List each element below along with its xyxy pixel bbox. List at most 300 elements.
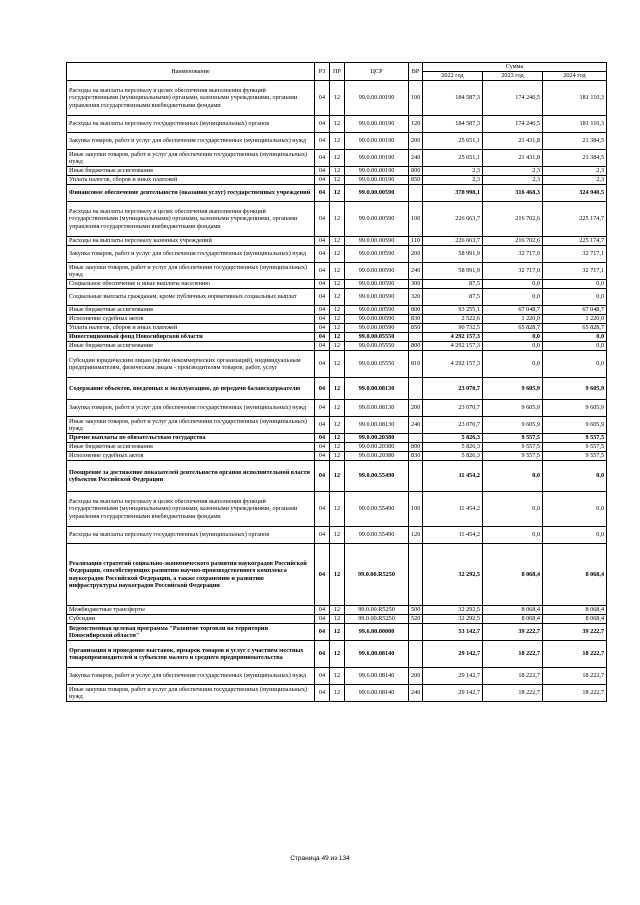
cell-vr: 500 (409, 606, 423, 615)
cell-sum-2024: 8 068,4 (543, 544, 607, 606)
cell-sum-2024: 0,0 (543, 461, 607, 492)
cell-sum-2024: 9 557,5 (543, 434, 607, 443)
cell-sum-2023: 216 702,6 (483, 237, 543, 246)
cell-sum-2024: 225 174,7 (543, 237, 607, 246)
cell-csr: 99.0.00.00190 (345, 150, 409, 167)
cell-name: Субсидии юридическим лицам (кроме некоммерческих организаций), индивидуальным предпринимателям, физическим лицам - производителям товаров, работ, услуг (67, 351, 315, 378)
cell-name: Исполнение судебных актов (67, 452, 315, 461)
table-row (67, 351, 607, 378)
header-rz: РЗ (315, 63, 330, 81)
cell-vr: 300 (409, 280, 423, 289)
cell-pr: 12 (330, 202, 345, 237)
cell-rz: 04 (315, 133, 330, 150)
cell-pr: 12 (330, 324, 345, 333)
cell-name: Расходы на выплаты персоналу в целях обеспечения выполнения функций государственными (муниципальными) органами, казенными учреждениями, органами управления государственными внебюджетными фондами (67, 202, 315, 237)
cell-sum-2024: 21 384,5 (543, 133, 607, 150)
table-row (67, 315, 607, 324)
cell-name: Ведомственная целевая программа "Развитие торговли на территории Новосибирской области" (67, 624, 315, 641)
cell-name: Расходы на выплаты персоналу в целях обеспечения выполнения функций государственными (муниципальными) органами, казенными учреждениями, органами управления государственными внебюджетными фондами (67, 81, 315, 116)
cell-rz: 04 (315, 81, 330, 116)
cell-vr (409, 641, 423, 668)
cell-vr (409, 434, 423, 443)
cell-vr: 100 (409, 81, 423, 116)
cell-sum-2023: 9 605,9 (483, 378, 543, 400)
cell-sum-2024: 9 557,5 (543, 443, 607, 452)
table-row (67, 434, 607, 443)
cell-name: Иные бюджетные ассигнования (67, 342, 315, 351)
cell-csr: 99.0.00.00590 (345, 185, 409, 202)
cell-rz: 04 (315, 150, 330, 167)
cell-sum-2023: 0,0 (483, 280, 543, 289)
cell-pr: 12 (330, 280, 345, 289)
cell-name: Инвестиционный фонд Новосибирской области (67, 333, 315, 342)
cell-sum-2024: 21 384,5 (543, 150, 607, 167)
cell-sum-2022: 23 070,7 (423, 378, 483, 400)
cell-csr: 99.0.00.55490 (345, 492, 409, 527)
cell-csr: 99.0.00.05550 (345, 351, 409, 378)
cell-sum-2024: 2,3 (543, 167, 607, 176)
cell-sum-2023: 0,0 (483, 333, 543, 342)
cell-name: Расходы на выплаты персоналу государственных (муниципальных) органов (67, 116, 315, 133)
cell-rz: 04 (315, 606, 330, 615)
table-row (67, 167, 607, 176)
table-row (67, 527, 607, 544)
cell-sum-2022: 32 292,5 (423, 544, 483, 606)
cell-sum-2022: 29 142,7 (423, 668, 483, 685)
table-row (67, 641, 607, 668)
cell-csr: 99.6.00.00000 (345, 624, 409, 641)
table-row (67, 443, 607, 452)
cell-sum-2023: 0,0 (483, 492, 543, 527)
cell-name: Уплата налогов, сборов и иных платежей (67, 176, 315, 185)
cell-csr: 99.0.00.00590 (345, 315, 409, 324)
table-row (67, 185, 607, 202)
cell-sum-2023: 2,3 (483, 176, 543, 185)
cell-sum-2022: 4 292 157,3 (423, 342, 483, 351)
cell-pr: 12 (330, 81, 345, 116)
header-year-2023: 2023 год (483, 72, 543, 81)
cell-sum-2023: 9 557,5 (483, 443, 543, 452)
cell-rz: 04 (315, 351, 330, 378)
cell-pr: 12 (330, 378, 345, 400)
cell-pr: 12 (330, 246, 345, 263)
cell-rz: 04 (315, 342, 330, 351)
cell-vr: 200 (409, 246, 423, 263)
cell-pr: 12 (330, 176, 345, 185)
cell-rz: 04 (315, 176, 330, 185)
cell-name: Прочие выплаты по обязательствам государства (67, 434, 315, 443)
cell-sum-2022: 226 663,7 (423, 202, 483, 237)
cell-sum-2022: 32 292,5 (423, 606, 483, 615)
cell-name: Расходы на выплаты персоналу в целях обеспечения выполнения функций государственными (муниципальными) органами, казенными учреждениями, органами управления государственными внебюджетными фондами (67, 492, 315, 527)
cell-csr: 99.6.00.08140 (345, 668, 409, 685)
cell-vr: 240 (409, 263, 423, 280)
cell-sum-2024: 18 222,7 (543, 641, 607, 668)
cell-csr: 99.0.00.00190 (345, 176, 409, 185)
cell-csr: 99.0.00.00590 (345, 263, 409, 280)
cell-name: Уплата налогов, сборов и иных платежей (67, 324, 315, 333)
page-number: Страница 49 из 134 (290, 855, 350, 862)
table-row (67, 461, 607, 492)
cell-sum-2023: 18 222,7 (483, 641, 543, 668)
cell-rz: 04 (315, 492, 330, 527)
cell-pr: 12 (330, 443, 345, 452)
cell-name: Иные бюджетные ассигнования (67, 443, 315, 452)
cell-sum-2023: 1 220,0 (483, 315, 543, 324)
cell-csr: 99.0.00.55490 (345, 461, 409, 492)
cell-vr: 800 (409, 167, 423, 176)
cell-vr: 240 (409, 150, 423, 167)
cell-sum-2024: 181 110,3 (543, 81, 607, 116)
header-sum: Сумма (423, 63, 607, 72)
cell-name: Расходы на выплаты персоналу казенных учреждений (67, 237, 315, 246)
cell-csr: 99.0.00.00590 (345, 237, 409, 246)
budget-sheet (66, 62, 606, 702)
cell-rz: 04 (315, 400, 330, 417)
cell-pr: 12 (330, 333, 345, 342)
cell-csr: 99.6.00.08140 (345, 641, 409, 668)
cell-sum-2022: 11 454,2 (423, 461, 483, 492)
cell-pr: 12 (330, 167, 345, 176)
cell-name: Закупка товаров, работ и услуг для обеспечения государственных (муниципальных) нужд (67, 400, 315, 417)
cell-sum-2024: 181 110,3 (543, 116, 607, 133)
cell-rz: 04 (315, 324, 330, 333)
header-year-2024: 2024 год (543, 72, 607, 81)
cell-sum-2024: 0,0 (543, 492, 607, 527)
cell-pr: 12 (330, 237, 345, 246)
cell-pr: 12 (330, 624, 345, 641)
cell-csr: 99.0.00.00190 (345, 116, 409, 133)
table-row (67, 400, 607, 417)
cell-vr (409, 461, 423, 492)
cell-rz: 04 (315, 167, 330, 176)
cell-pr: 12 (330, 185, 345, 202)
cell-sum-2023: 65 828,7 (483, 324, 543, 333)
cell-pr: 12 (330, 461, 345, 492)
cell-pr: 12 (330, 150, 345, 167)
cell-pr: 12 (330, 641, 345, 668)
cell-sum-2023: 9 605,9 (483, 417, 543, 434)
header-name: Наименование (67, 63, 315, 81)
cell-sum-2024: 32 717,1 (543, 246, 607, 263)
cell-sum-2024: 225 174,7 (543, 202, 607, 237)
cell-sum-2022: 32 292,5 (423, 615, 483, 624)
table-row (67, 202, 607, 237)
cell-rz: 04 (315, 527, 330, 544)
cell-sum-2023: 18 222,7 (483, 668, 543, 685)
cell-sum-2023: 9 557,5 (483, 434, 543, 443)
cell-rz: 04 (315, 306, 330, 315)
cell-sum-2022: 53 142,7 (423, 624, 483, 641)
cell-sum-2022: 23 070,7 (423, 400, 483, 417)
cell-sum-2024: 2,3 (543, 176, 607, 185)
table-row (67, 237, 607, 246)
cell-csr: 99.0.00.55490 (345, 527, 409, 544)
cell-rz: 04 (315, 116, 330, 133)
cell-rz: 04 (315, 544, 330, 606)
cell-csr: 99.0.00.20380 (345, 434, 409, 443)
cell-sum-2022: 23 070,7 (423, 417, 483, 434)
cell-csr: 99.0.00.R5250 (345, 544, 409, 606)
table-row (67, 306, 607, 315)
cell-csr: 99.0.00.00190 (345, 167, 409, 176)
cell-name: Иные закупки товаров, работ и услуг для обеспечения государственных (муниципальных) нужд (67, 685, 315, 702)
cell-csr: 99.0.00.08130 (345, 378, 409, 400)
cell-rz: 04 (315, 443, 330, 452)
cell-sum-2022: 58 991,9 (423, 263, 483, 280)
cell-vr (409, 185, 423, 202)
header-year-2022: 2022 год (423, 72, 483, 81)
cell-sum-2024: 39 222,7 (543, 624, 607, 641)
cell-sum-2022: 4 292 157,3 (423, 351, 483, 378)
cell-sum-2022: 11 454,2 (423, 527, 483, 544)
cell-sum-2023: 0,0 (483, 351, 543, 378)
cell-sum-2022: 2,3 (423, 167, 483, 176)
cell-rz: 04 (315, 452, 330, 461)
cell-sum-2023: 9 605,9 (483, 400, 543, 417)
cell-sum-2023: 21 431,8 (483, 133, 543, 150)
cell-csr: 99.0.00.20380 (345, 452, 409, 461)
cell-sum-2023: 21 431,8 (483, 150, 543, 167)
cell-sum-2022: 184 587,3 (423, 81, 483, 116)
cell-sum-2022: 93 255,1 (423, 306, 483, 315)
cell-name: Иные бюджетные ассигнования (67, 167, 315, 176)
cell-sum-2022: 29 142,7 (423, 685, 483, 702)
cell-csr: 99.0.00.00590 (345, 306, 409, 315)
cell-rz: 04 (315, 246, 330, 263)
cell-sum-2022: 184 587,3 (423, 116, 483, 133)
cell-sum-2024: 8 068,4 (543, 615, 607, 624)
cell-pr: 12 (330, 417, 345, 434)
cell-csr: 99.0.00.00590 (345, 202, 409, 237)
cell-sum-2022: 87,5 (423, 289, 483, 306)
cell-csr: 99.0.00.00590 (345, 324, 409, 333)
cell-sum-2024: 9 557,5 (543, 452, 607, 461)
cell-name: Реализация стратегий социально-экономического развития наукоградов Российской Федерации, способствующих развитию научно-производственного комплекса наукоградов Российской Федерации, а также сохранению и развитию инфраструктуры наукоградов Российской Федерации (67, 544, 315, 606)
table-row (67, 176, 607, 185)
budget-table (66, 62, 607, 702)
cell-csr: 99.0.00.05550 (345, 333, 409, 342)
table-row (67, 544, 607, 606)
cell-sum-2024: 32 717,1 (543, 263, 607, 280)
cell-csr: 99.0.00.05550 (345, 342, 409, 351)
table-row (67, 289, 607, 306)
cell-csr: 99.0.00.08130 (345, 400, 409, 417)
cell-name: Поощрение за достижение показателей деятельности органов исполнительной власти субъектов Российской Федерации (67, 461, 315, 492)
cell-pr: 12 (330, 685, 345, 702)
cell-vr: 110 (409, 237, 423, 246)
table-row (67, 116, 607, 133)
header-pr: ПР (330, 63, 345, 81)
cell-name: Финансовое обеспечение деятельности (оказания услуг) государственных учреждений (67, 185, 315, 202)
cell-csr: 99.0.00.00590 (345, 280, 409, 289)
cell-vr (409, 333, 423, 342)
cell-sum-2022: 5 826,3 (423, 452, 483, 461)
cell-sum-2022: 2,3 (423, 176, 483, 185)
cell-sum-2022: 2 522,6 (423, 315, 483, 324)
cell-rz: 04 (315, 624, 330, 641)
cell-vr: 800 (409, 306, 423, 315)
table-row (67, 324, 607, 333)
header-vr: ВР (409, 63, 423, 81)
cell-rz: 04 (315, 263, 330, 280)
cell-sum-2023: 8 068,4 (483, 606, 543, 615)
cell-sum-2023: 32 717,0 (483, 263, 543, 280)
cell-pr: 12 (330, 315, 345, 324)
cell-sum-2023: 0,0 (483, 527, 543, 544)
cell-vr: 240 (409, 685, 423, 702)
table-row (67, 685, 607, 702)
cell-vr: 120 (409, 527, 423, 544)
cell-pr: 12 (330, 615, 345, 624)
cell-sum-2023: 174 246,5 (483, 116, 543, 133)
table-row (67, 615, 607, 624)
cell-csr: 99.0.00.20380 (345, 443, 409, 452)
cell-name: Закупка товаров, работ и услуг для обеспечения государственных (муниципальных) нужд (67, 246, 315, 263)
table-row (67, 150, 607, 167)
table-row (67, 133, 607, 150)
cell-rz: 04 (315, 237, 330, 246)
cell-vr: 200 (409, 400, 423, 417)
cell-pr: 12 (330, 527, 345, 544)
cell-vr: 200 (409, 133, 423, 150)
cell-name: Иные бюджетные ассигнования (67, 306, 315, 315)
cell-pr: 12 (330, 263, 345, 280)
table-row (67, 417, 607, 434)
table-row (67, 492, 607, 527)
cell-pr: 12 (330, 342, 345, 351)
cell-csr: 99.0.00.00190 (345, 133, 409, 150)
cell-sum-2022: 4 292 157,3 (423, 333, 483, 342)
table-row (67, 333, 607, 342)
cell-sum-2023: 32 717,0 (483, 246, 543, 263)
cell-sum-2022: 29 142,7 (423, 641, 483, 668)
cell-sum-2022: 226 663,7 (423, 237, 483, 246)
cell-vr: 830 (409, 315, 423, 324)
cell-sum-2024: 65 828,7 (543, 324, 607, 333)
cell-vr: 120 (409, 116, 423, 133)
cell-name: Социальные выплаты гражданам, кроме публичных нормативных социальных выплат (67, 289, 315, 306)
cell-sum-2022: 87,5 (423, 280, 483, 289)
cell-rz: 04 (315, 417, 330, 434)
cell-name: Межбюджетные трансферты (67, 606, 315, 615)
cell-sum-2024: 0,0 (543, 333, 607, 342)
cell-vr: 800 (409, 443, 423, 452)
cell-name: Закупка товаров, работ и услуг для обеспечения государственных (муниципальных) нужд (67, 668, 315, 685)
cell-sum-2024: 1 220,0 (543, 315, 607, 324)
cell-sum-2024: 18 222,7 (543, 685, 607, 702)
table-row (67, 280, 607, 289)
cell-sum-2024: 0,0 (543, 527, 607, 544)
cell-name: Субсидии (67, 615, 315, 624)
cell-pr: 12 (330, 452, 345, 461)
cell-sum-2023: 216 702,6 (483, 202, 543, 237)
cell-rz: 04 (315, 289, 330, 306)
cell-rz: 04 (315, 315, 330, 324)
cell-sum-2022: 25 651,1 (423, 133, 483, 150)
cell-vr: 800 (409, 342, 423, 351)
cell-sum-2023: 18 222,7 (483, 685, 543, 702)
cell-rz: 04 (315, 685, 330, 702)
cell-pr: 12 (330, 668, 345, 685)
cell-vr: 810 (409, 351, 423, 378)
cell-name: Иные закупки товаров, работ и услуг для обеспечения государственных (муниципальных) нужд (67, 150, 315, 167)
table-row (67, 246, 607, 263)
cell-pr: 12 (330, 544, 345, 606)
cell-vr: 100 (409, 492, 423, 527)
cell-rz: 04 (315, 202, 330, 237)
cell-sum-2022: 90 732,5 (423, 324, 483, 333)
cell-vr: 320 (409, 289, 423, 306)
cell-pr: 12 (330, 289, 345, 306)
cell-sum-2024: 9 605,9 (543, 378, 607, 400)
cell-name: Исполнение судебных актов (67, 315, 315, 324)
cell-rz: 04 (315, 185, 330, 202)
cell-pr: 12 (330, 133, 345, 150)
cell-rz: 04 (315, 333, 330, 342)
table-row (67, 452, 607, 461)
cell-rz: 04 (315, 668, 330, 685)
table-row (67, 263, 607, 280)
cell-rz: 04 (315, 434, 330, 443)
cell-sum-2024: 67 048,7 (543, 306, 607, 315)
cell-sum-2023: 39 222,7 (483, 624, 543, 641)
cell-sum-2023: 0,0 (483, 289, 543, 306)
cell-sum-2022: 378 998,1 (423, 185, 483, 202)
cell-rz: 04 (315, 378, 330, 400)
cell-vr: 850 (409, 324, 423, 333)
cell-sum-2024: 8 068,4 (543, 606, 607, 615)
cell-sum-2023: 0,0 (483, 461, 543, 492)
header-csr: ЦСР (345, 63, 409, 81)
cell-csr: 99.0.00.08130 (345, 417, 409, 434)
cell-name: Закупка товаров, работ и услуг для обеспечения государственных (муниципальных) нужд (67, 133, 315, 150)
cell-sum-2024: 0,0 (543, 289, 607, 306)
cell-name: Иные закупки товаров, работ и услуг для обеспечения государственных (муниципальных) нужд (67, 263, 315, 280)
cell-name: Иные закупки товаров, работ и услуг для обеспечения государственных (муниципальных) нужд (67, 417, 315, 434)
cell-csr: 99.0.00.R5250 (345, 606, 409, 615)
cell-sum-2023: 9 557,5 (483, 452, 543, 461)
cell-sum-2022: 11 454,2 (423, 492, 483, 527)
table-row (67, 378, 607, 400)
cell-sum-2023: 8 068,4 (483, 544, 543, 606)
table-row (67, 624, 607, 641)
cell-vr: 850 (409, 176, 423, 185)
table-row (67, 668, 607, 685)
cell-csr: 99.0.00.00590 (345, 289, 409, 306)
cell-sum-2024: 9 605,9 (543, 400, 607, 417)
cell-sum-2024: 0,0 (543, 342, 607, 351)
cell-sum-2022: 58 991,9 (423, 246, 483, 263)
cell-sum-2023: 8 068,4 (483, 615, 543, 624)
cell-vr: 100 (409, 202, 423, 237)
cell-vr: 200 (409, 668, 423, 685)
cell-sum-2024: 324 940,5 (543, 185, 607, 202)
table-row (67, 81, 607, 116)
table-body (67, 81, 607, 702)
cell-csr: 99.0.00.00590 (345, 246, 409, 263)
cell-sum-2024: 18 222,7 (543, 668, 607, 685)
cell-name: Содержание объектов, введенных в эксплуатацию, до передачи балансодержателю (67, 378, 315, 400)
cell-pr: 12 (330, 434, 345, 443)
cell-vr: 520 (409, 615, 423, 624)
cell-name: Организация и проведение выставок, ярмарок товаров и услуг с участием местных товаропроизводителей и субъектов малого и среднего предпринимательства (67, 641, 315, 668)
cell-sum-2023: 2,3 (483, 167, 543, 176)
cell-sum-2024: 0,0 (543, 280, 607, 289)
cell-sum-2023: 316 468,3 (483, 185, 543, 202)
cell-sum-2022: 5 826,3 (423, 443, 483, 452)
cell-sum-2023: 67 048,7 (483, 306, 543, 315)
